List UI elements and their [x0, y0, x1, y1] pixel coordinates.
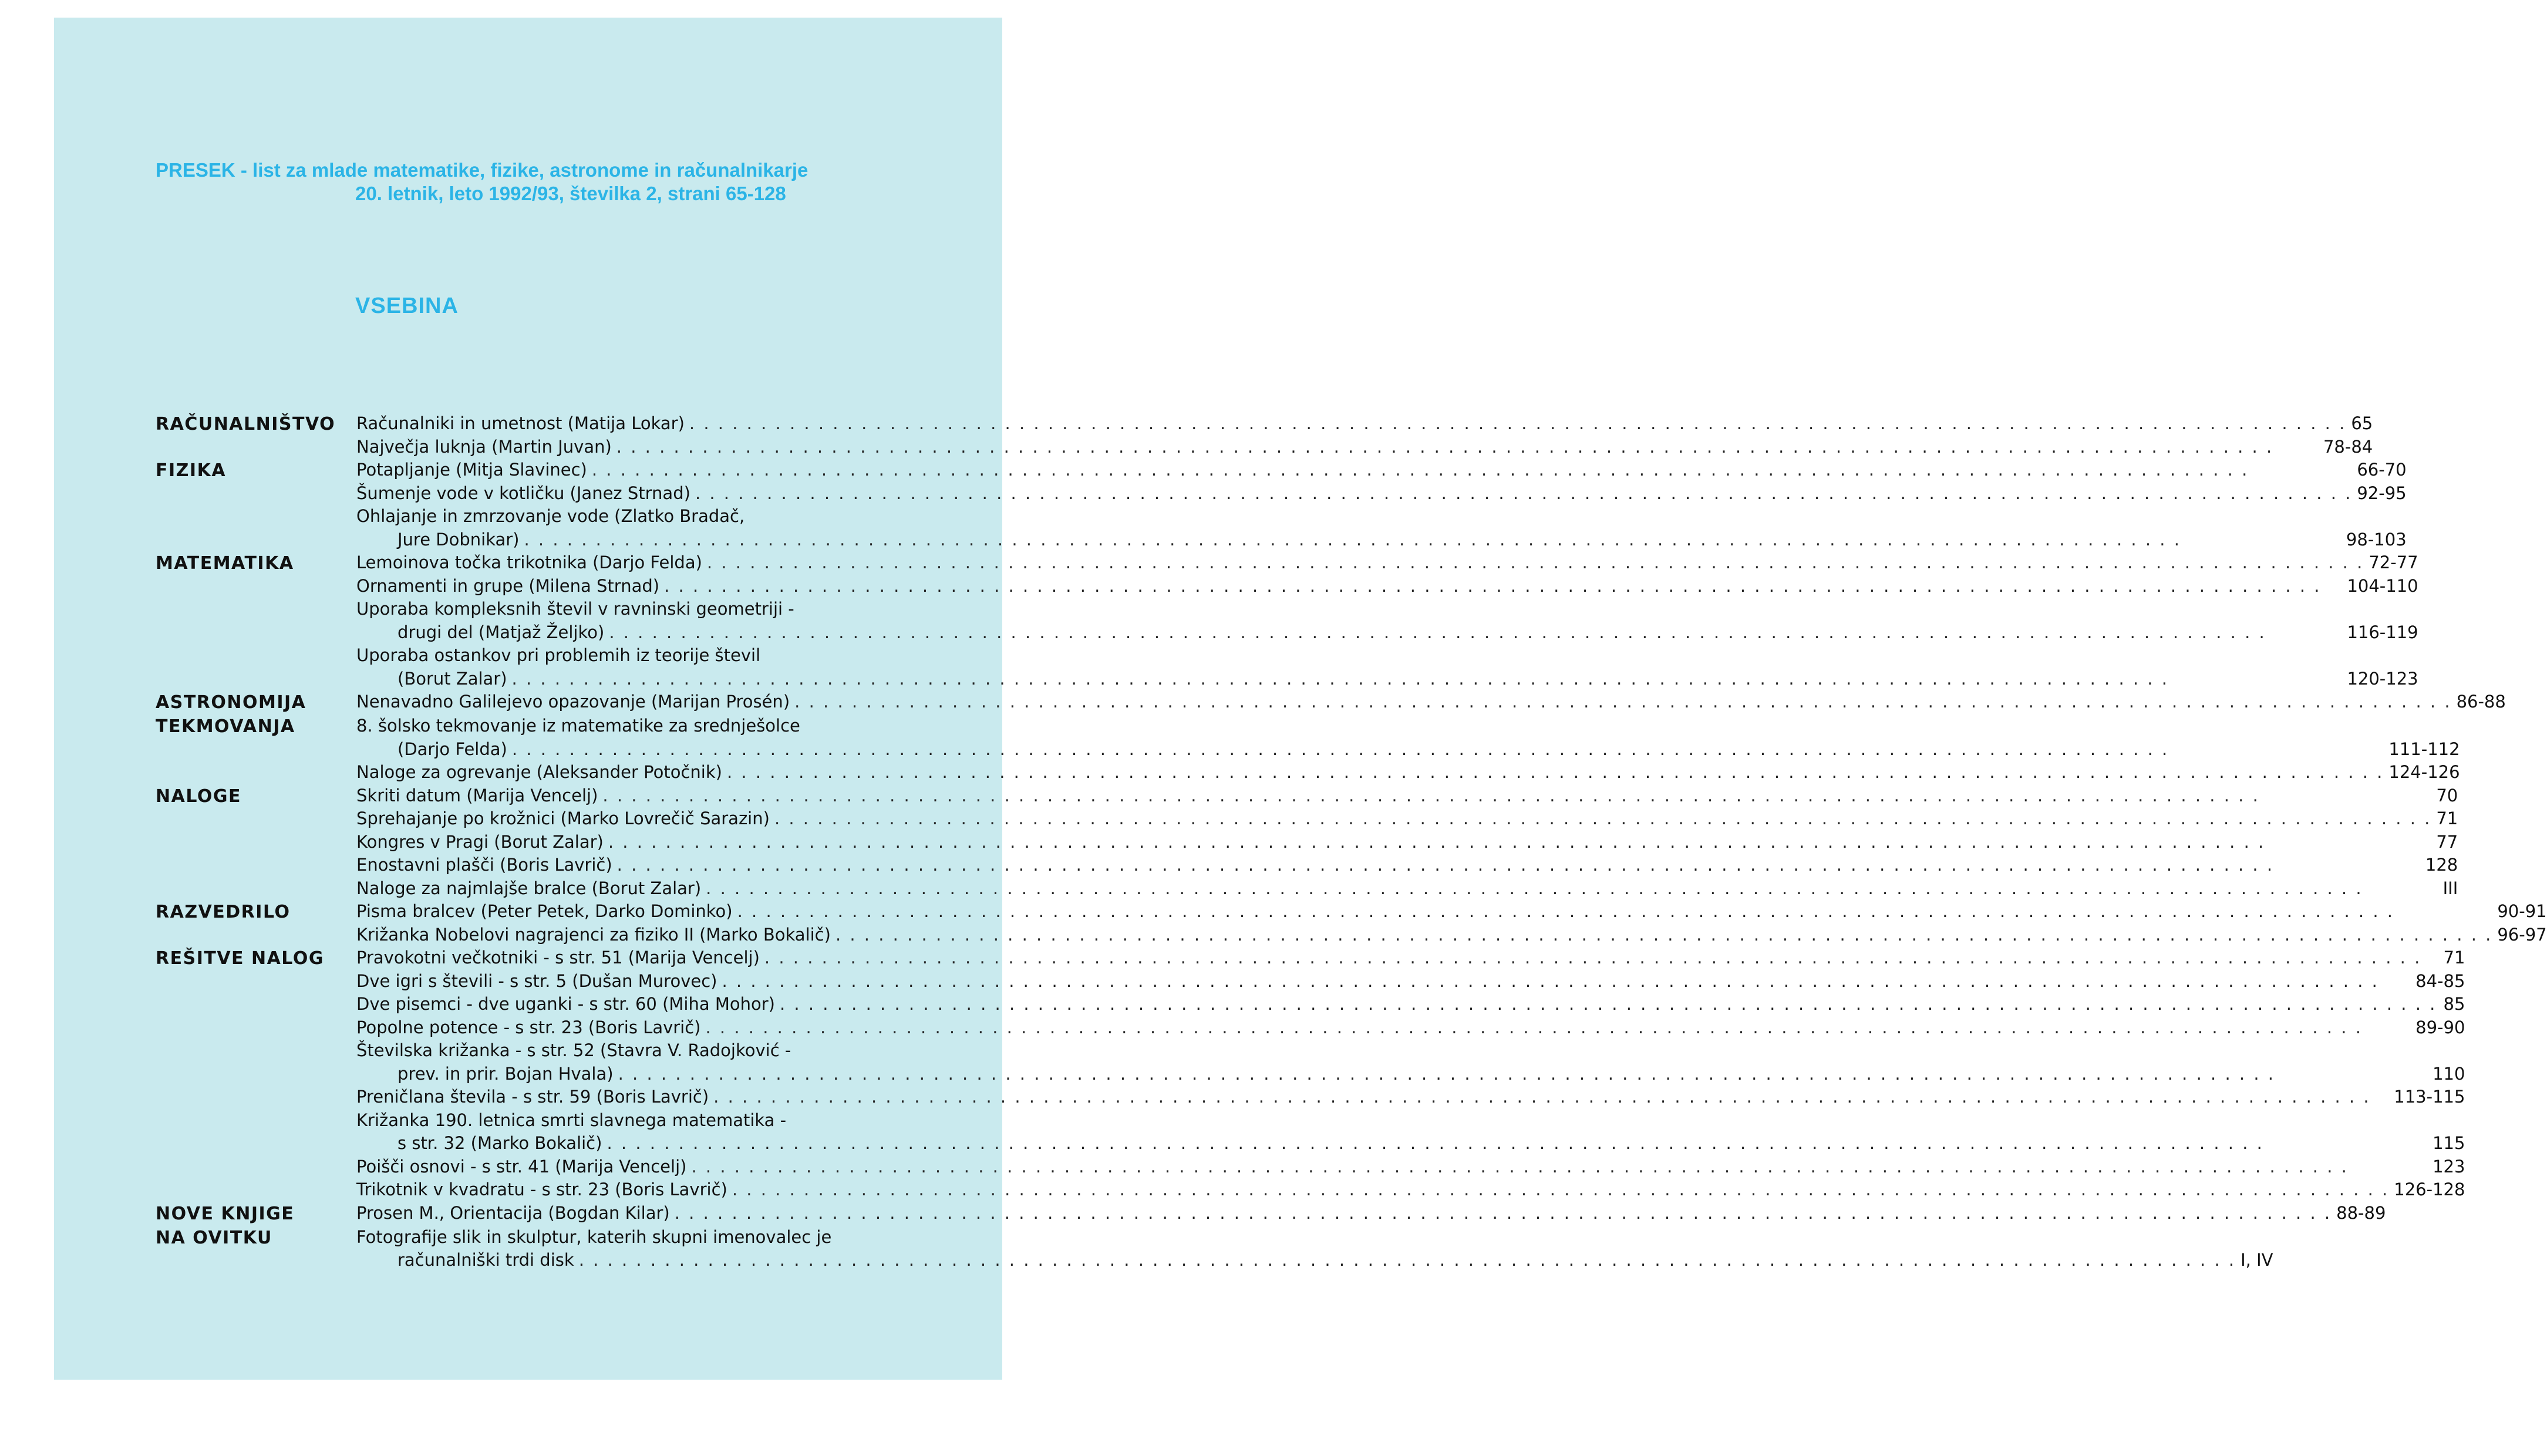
entry-pages: 115	[2433, 1133, 2465, 1153]
entry-pages: 89-90	[2415, 1017, 2465, 1037]
entry-title-line: Dve igri s števili - s str. 5 (Dušan Murovec)	[356, 970, 717, 991]
toc-entry	[356, 482, 2407, 505]
toc-entry	[356, 459, 2407, 482]
entry-title-line: Ornamenti in grupe (Milena Strnad)	[356, 575, 660, 596]
toc-entry	[356, 970, 2465, 993]
dot-leader	[524, 528, 2342, 552]
entry-title-line: (Darjo Felda)	[397, 739, 507, 759]
entry-title-line: Kongres v Pragi (Borut Zalar)	[356, 831, 604, 852]
dot-leader	[774, 807, 2431, 831]
entry-pages: 92-95	[2357, 483, 2407, 503]
toc-section	[156, 551, 2418, 690]
toc-entry	[356, 854, 2458, 877]
dot-leader	[713, 1086, 2389, 1109]
entry-title-line: Potapljanje (Mitja Slavinec)	[356, 460, 587, 480]
entry-title-line: Preničlana števila - s str. 59 (Boris Lavrič)	[356, 1087, 709, 1107]
entry-pages: 72-77	[2369, 552, 2418, 572]
toc-section	[156, 900, 2547, 946]
toc-entry	[356, 412, 2373, 436]
entry-pages: 71	[2436, 808, 2458, 828]
entry-title-line: Ohlajanje in zmrzovanje vode (Zlatko Bradač,	[356, 506, 745, 526]
dot-leader	[707, 551, 2364, 575]
masthead	[156, 159, 936, 205]
entry-title-line: (Borut Zalar)	[397, 668, 507, 689]
toc-entry	[356, 575, 2418, 598]
toc-entry	[356, 784, 2458, 808]
section-label: REŠITVE NALOG	[156, 948, 324, 969]
toc-entry	[356, 1202, 2386, 1225]
dot-leader	[617, 854, 2421, 877]
toc-section	[156, 412, 2373, 459]
section-entries	[356, 900, 2547, 946]
entry-pages: 65	[2351, 413, 2373, 433]
section-label: ASTRONOMIJA	[156, 692, 306, 713]
section-entries	[356, 1226, 2273, 1272]
toc-entry	[356, 807, 2458, 831]
dot-leader	[780, 993, 2439, 1016]
entry-pages: 96-97	[2497, 924, 2547, 945]
entry-pages: 123	[2433, 1156, 2465, 1177]
entry-title-line: Pisma bralcev (Peter Petek, Darko Dominko)	[356, 901, 733, 921]
section-label: MATEMATIKA	[156, 553, 294, 574]
toc-entry	[356, 1016, 2465, 1040]
toc-section	[156, 946, 2465, 1202]
entry-pages: III	[2442, 878, 2458, 898]
entry-pages: 113-115	[2394, 1087, 2465, 1107]
toc-section	[156, 1202, 2386, 1226]
entry-pages: 77	[2436, 831, 2458, 852]
dot-leader	[706, 1016, 2411, 1040]
dot-leader	[737, 900, 2493, 924]
entry-pages: 120-123	[2347, 668, 2418, 689]
entry-title-line: Številska križanka - s str. 52 (Stavra V. Radojković -	[356, 1040, 791, 1060]
section-label: RAZVEDRILO	[156, 902, 291, 922]
entry-pages: I, IV	[2241, 1250, 2273, 1270]
entry-pages: 71	[2443, 948, 2465, 968]
entry-pages: 86-88	[2456, 692, 2506, 712]
entry-title-line: Nenavadno Galilejevo opazovanje (Marijan Prosén)	[356, 692, 790, 712]
entry-title-line: Poišči osnovi - s str. 41 (Marija Vencelj)	[356, 1156, 687, 1177]
toc-entry	[356, 761, 2460, 784]
entry-title-line: Pravokotni večkotniki - s str. 51 (Marija Vencelj)	[356, 948, 760, 968]
entry-title-line: Največja luknja (Martin Juvan)	[356, 436, 612, 457]
toc-entry	[356, 690, 2506, 714]
entry-title-line: Sprehajanje po krožnici (Marko Lovrečič Sarazin)	[356, 808, 770, 828]
dot-leader	[607, 1132, 2428, 1155]
entry-title-line: Naloge za najmlajše bralce (Borut Zalar)	[356, 878, 702, 898]
dot-leader	[616, 436, 2319, 459]
entry-title-line: Računalniki in umetnost (Matija Lokar)	[356, 413, 685, 433]
entry-pages: 90-91	[2497, 901, 2547, 921]
section-entries	[356, 459, 2407, 551]
toc-entry	[356, 993, 2465, 1016]
entry-title-line: Fotografije slik in skulptur, katerih skupni imenovalec je	[356, 1226, 832, 1247]
dot-leader	[512, 738, 2384, 761]
entry-title-line: drugi del (Matjaž Željko)	[397, 622, 605, 642]
dot-leader	[618, 1063, 2428, 1086]
entry-pages: 111-112	[2388, 739, 2460, 759]
dot-leader	[602, 784, 2431, 808]
contents-title: VSEBINA	[355, 294, 459, 318]
section-entries	[356, 412, 2373, 459]
toc-entry	[356, 436, 2373, 459]
entry-pages: 116-119	[2347, 622, 2418, 642]
toc-entry	[356, 831, 2458, 854]
entry-title-line: Križanka 190. letnica smrti slavnega matematika -	[356, 1110, 787, 1130]
toc-entry	[356, 714, 2460, 761]
entry-pages: 78-84	[2323, 436, 2373, 457]
entry-title-line: prev. in prir. Bojan Hvala)	[397, 1063, 614, 1084]
entry-pages: 128	[2425, 855, 2458, 875]
toc-section	[156, 714, 2460, 784]
toc-entry	[356, 946, 2465, 970]
toc-entry	[356, 551, 2418, 575]
toc-entry	[356, 1226, 2273, 1272]
entry-pages: 88-89	[2336, 1202, 2386, 1223]
dot-leader	[695, 482, 2352, 505]
dot-leader	[608, 831, 2432, 854]
dot-leader	[722, 970, 2411, 993]
toc-section	[156, 784, 2458, 901]
entry-pages: 84-85	[2415, 970, 2465, 991]
dot-leader	[675, 1202, 2332, 1225]
toc-entry	[356, 505, 2407, 551]
entry-title-line: Lemoinova točka trikotnika (Darjo Felda)	[356, 552, 702, 572]
toc-entry	[356, 644, 2418, 690]
section-label: RAČUNALNIŠTVO	[156, 414, 336, 434]
section-entries	[356, 551, 2418, 690]
entry-pages: 70	[2436, 785, 2458, 805]
toc-entry	[356, 877, 2458, 901]
dot-leader	[732, 1178, 2389, 1202]
section-label: NALOGE	[156, 786, 241, 807]
toc-entry	[356, 1039, 2465, 1086]
section-label: NOVE KNJIGE	[156, 1203, 295, 1224]
entry-title-line: Prosen M., Orientacija (Bogdan Kilar)	[356, 1202, 670, 1223]
section-entries	[356, 690, 2506, 714]
toc-section	[156, 690, 2506, 714]
toc-entry	[356, 598, 2418, 644]
entry-title-line: s str. 32 (Marko Bokalič)	[397, 1133, 602, 1153]
section-entries	[356, 714, 2460, 784]
section-entries	[356, 946, 2465, 1202]
entry-title-line: Križanka Nobelovi nagrajenci za fiziko II (Marko Bokalič)	[356, 924, 831, 945]
entry-pages: 126-128	[2394, 1179, 2465, 1199]
toc-entry	[356, 900, 2547, 924]
entry-title-line: Popolne potence - s str. 23 (Boris Lavrič)	[356, 1017, 701, 1037]
dot-leader	[592, 459, 2352, 482]
table-of-contents	[156, 412, 2547, 1272]
entry-pages: 85	[2443, 994, 2465, 1014]
entry-title-line: 8. šolsko tekmovanje iz matematike za srednješolce	[356, 716, 800, 736]
entry-pages: 98-103	[2346, 529, 2407, 550]
entry-title-line: Jure Dobnikar)	[397, 529, 520, 550]
entry-title-line: Naloge za ogrevanje (Aleksander Potočnik)	[356, 762, 722, 782]
section-label: TEKMOVANJA	[156, 716, 295, 737]
section-entries	[356, 1202, 2386, 1226]
dot-leader	[764, 946, 2439, 970]
entry-pages: 104-110	[2347, 575, 2418, 596]
toc-entry	[356, 1155, 2465, 1179]
dot-leader	[727, 761, 2384, 784]
dot-leader	[609, 621, 2342, 645]
dot-leader	[689, 412, 2346, 436]
dot-leader	[691, 1155, 2428, 1179]
dot-leader	[835, 924, 2492, 947]
entry-title-line: Dve pisemci - dve uganki - s str. 60 (Miha Mohor)	[356, 994, 775, 1014]
toc-section	[156, 459, 2407, 551]
toc-entry	[356, 1086, 2465, 1109]
entry-title-line: Trikotnik v kvadratu - s str. 23 (Boris Lavrič)	[356, 1179, 727, 1199]
dot-leader	[706, 877, 2438, 901]
masthead-title: PRESEK - list za mlade matematike, fizike, astronome in računalnikarje	[156, 159, 808, 181]
entry-pages: 124-126	[2388, 762, 2460, 782]
dot-leader	[579, 1249, 2236, 1272]
section-entries	[356, 784, 2458, 901]
entry-title-line: računalniški trdi disk	[397, 1250, 574, 1270]
dot-leader	[664, 575, 2342, 598]
entry-title-line: Šumenje vode v kotličku (Janez Strnad)	[356, 483, 690, 503]
dot-leader	[512, 668, 2343, 691]
toc-entry	[356, 924, 2547, 947]
section-label: FIZIKA	[156, 460, 227, 481]
toc-entry	[356, 1109, 2465, 1155]
entry-title-line: Uporaba kompleksnih števil v ravninski geometriji -	[356, 599, 794, 619]
masthead-issue: 20. letnik, leto 1992/93, številka 2, strani 65-128	[355, 183, 786, 204]
entry-pages: 110	[2433, 1063, 2465, 1084]
toc-entry	[356, 1178, 2465, 1202]
entry-title-line: Enostavni plašči (Boris Lavrič)	[356, 855, 612, 875]
entry-pages: 66-70	[2357, 460, 2407, 480]
section-label: NA OVITKU	[156, 1227, 272, 1248]
entry-title-line: Uporaba ostankov pri problemih iz teorije števil	[356, 645, 761, 665]
entry-title-line: Skriti datum (Marija Vencelj)	[356, 785, 598, 805]
dot-leader	[794, 690, 2451, 714]
toc-section	[156, 1226, 2273, 1272]
